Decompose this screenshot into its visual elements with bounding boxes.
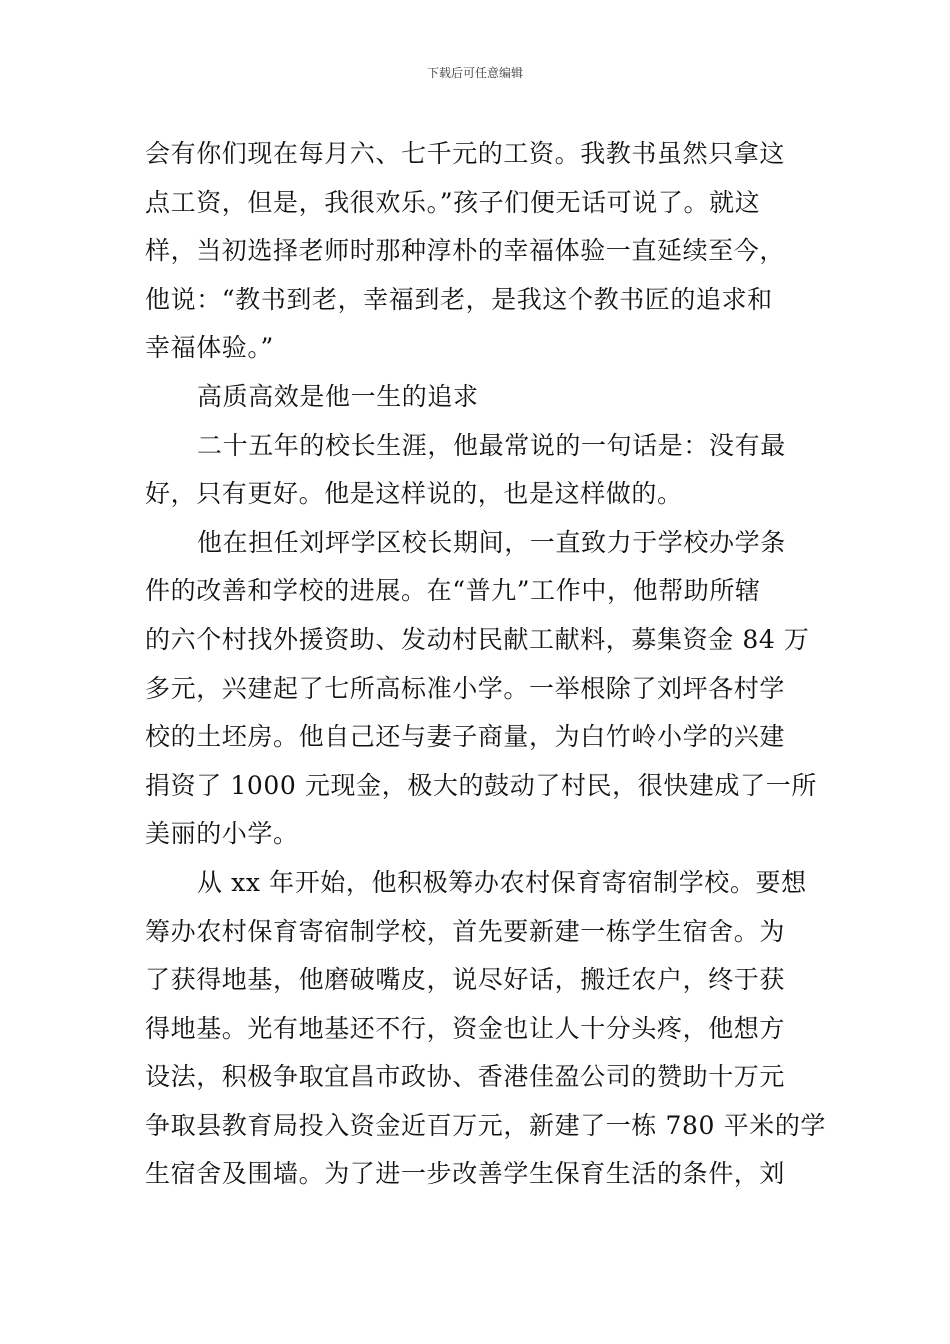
text-line: 二十五年的校长生涯，他最常说的一句话是：没有最 <box>197 430 786 460</box>
text-line: 点工资，但是，我很欢乐。”孩子们便无话可说了。就这 <box>145 187 761 217</box>
text-line: 从 xx 年开始，他积极筹办农村保育寄宿制学校。要想 <box>197 867 807 897</box>
text-line: 多元，兴建起了七所高标准小学。一举根除了刘坪各村学 <box>145 673 786 703</box>
text-line: 样，当初选择老师时那种淳朴的幸福体验一直延续至今， <box>145 236 786 266</box>
text-line: 会有你们现在每月六、七千元的工资。我教书虽然只拿这 <box>145 139 786 168</box>
text-line: 幸福体验。” <box>145 333 274 363</box>
paragraph-4 <box>145 519 817 859</box>
text-line: 件的改善和学校的进展。在“普九”工作中，他帮助所辖 <box>145 576 761 606</box>
section-heading <box>145 373 807 422</box>
text-line: 的六个村找外援资助、发动村民献工献料，募集资金 84 万 <box>145 624 810 654</box>
text-line: 捐资了 1000 元现金，极大的鼓动了村民，很快建成了一所 <box>145 770 817 800</box>
text-line: 争取县教育局投入资金近百万元，新建了一栋 780 平米的学 <box>145 1110 827 1140</box>
page-header: 下载后可任意编辑 <box>426 66 523 80</box>
paragraph-1 <box>145 130 807 373</box>
text-line: 得地基。光有地基还不行，资金也让人十分头疼，他想方 <box>145 1013 786 1043</box>
paragraph-5 <box>145 859 827 1199</box>
heading-line: 高质高效是他一生的追求 <box>197 381 479 411</box>
text-line: 好，只有更好。他是这样说的，也是这样做的。 <box>145 479 683 509</box>
text-line: 生宿舍及围墙。为了进一步改善学生保育生活的条件，刘 <box>145 1159 786 1189</box>
paragraph-3 <box>145 422 807 519</box>
text-line: 他说：“教书到老，幸福到老，是我这个教书匠的追求和 <box>145 284 773 314</box>
text-line: 美丽的小学。 <box>145 819 299 849</box>
text-line: 了获得地基，他磨破嘴皮，说尽好话，搬迁农户，终于获 <box>145 965 786 995</box>
text-line: 筹办农村保育寄宿制学校，首先要新建一栋学生宿舍。为 <box>145 916 786 946</box>
document-body <box>145 130 827 1199</box>
text-line: 设法，积极争取宜昌市政协、香港佳盈公司的赞助十万元 <box>145 1062 786 1092</box>
text-line: 他在担任刘坪学区校长期间，一直致力于学校办学条 <box>197 527 786 557</box>
text-line: 校的土坯房。他自己还与妻子商量，为白竹岭小学的兴建 <box>145 722 786 752</box>
